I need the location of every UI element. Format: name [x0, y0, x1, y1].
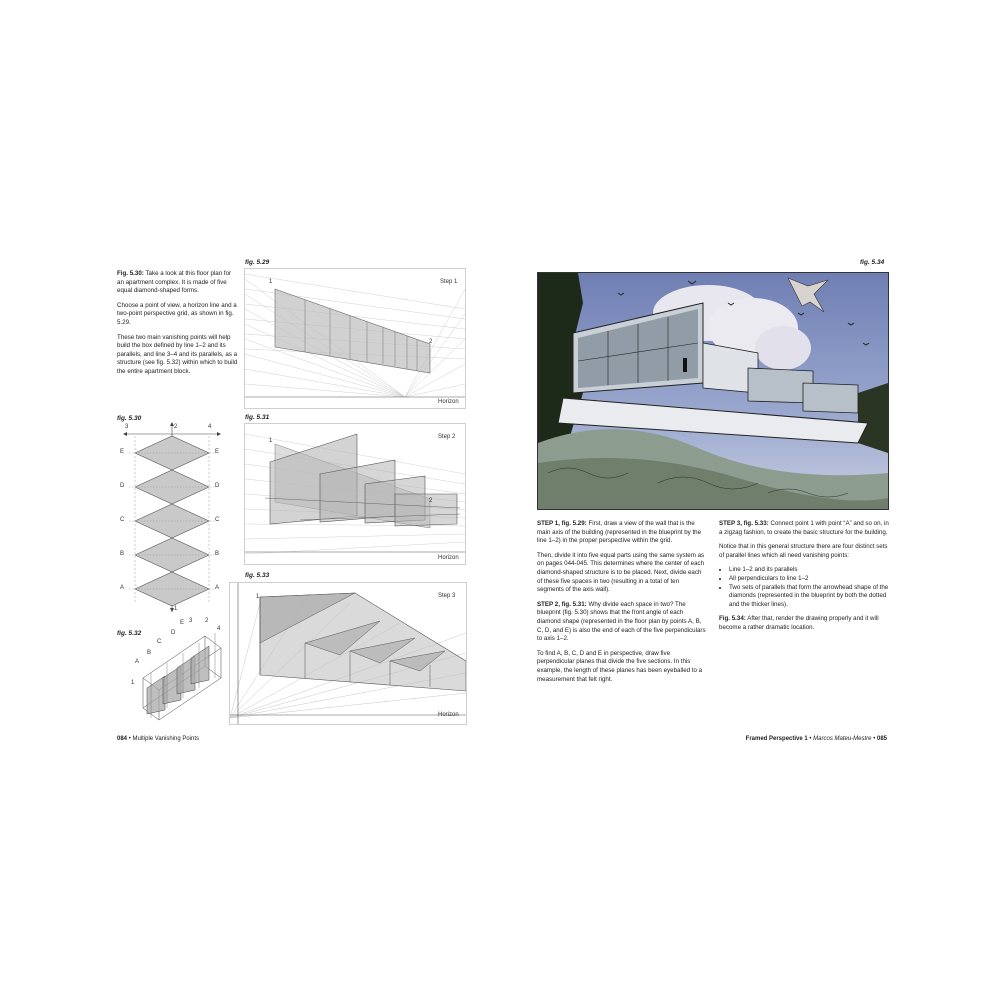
fig-5-32-number-1: 1 — [131, 680, 135, 686]
fig-5-33-panel — [229, 582, 467, 725]
intro-paragraph-3: These two main vanishing points will help build the box defined by line 1–2 and its parallels, and line 3–4 and its parallels, as a structure (see fig. 5.32) within which to build the entire apartment block. — [117, 333, 238, 375]
col1-paragraph-4: To find A, B, C, D and E in perspective, draw five perpendicular planes that divide the five sections. In this example, the length of these planes has been eyeballed to a measurement that felt right. — [537, 649, 703, 683]
fig-5-29-horizon: Horizon — [438, 399, 459, 405]
fig-5-30-row-e-left: E — [120, 449, 125, 455]
fig-5-30-row-c-right: C — [215, 517, 220, 523]
step-1-heading: STEP 1, fig. 5.29: — [537, 520, 587, 527]
fig-5-29-point-2: 2 — [429, 339, 433, 345]
fig-5-30-label: fig. 5.30 — [117, 415, 142, 422]
fig-5-32-letter-b: B — [147, 650, 152, 656]
fig-5-34-label: fig. 5.34 — [860, 259, 885, 266]
fig-5-30-number-1: 1 — [174, 606, 178, 612]
right-footer-author: Marcos Mateu-Mestre — [813, 736, 872, 742]
right-footer-bullet-2: • — [873, 736, 876, 742]
fig-5-33-point-1: 1 — [256, 594, 260, 600]
left-footer-title: Multiple Vanishing Points — [132, 736, 200, 742]
fig-5-31-drawing — [245, 424, 465, 564]
step-3-heading: STEP 3, fig. 5.33: — [719, 520, 769, 527]
list-item: • Two sets of parallels that form the arrowhead shape of the diamonds (represented in the blueprint by both the dotted and the thicker lines). — [729, 584, 889, 610]
fig-5-30-row-b-left: B — [120, 551, 125, 557]
fig-5-30-row-a-right: A — [215, 585, 220, 591]
fig-5-31-label: fig. 5.31 — [245, 414, 270, 421]
intro-paragraph-2: Choose a point of view, a horizon line and a two-point perspective grid, as shown in fig. 5.29. — [117, 301, 237, 326]
intro-text — [117, 270, 239, 383]
left-footer-bullet: • — [128, 736, 131, 742]
fig-5-31-horizon: Horizon — [438, 555, 459, 561]
fig-5-34-artwork — [538, 273, 888, 509]
col1-paragraph-2: Then, divide it into five equal parts using the same system as on pages 044-045. This determines where the center of each diamond-shaped structure is to be placed. Next, divide each of these five spaces in two (resulting in a total of ten segments of the axis wall). — [537, 551, 705, 594]
step-3-text: Connect point 1 with point “A” and so on, in a zigzag fashion, to create the basic structure for the building. — [719, 520, 889, 536]
fig-5-32-isometric — [125, 618, 227, 730]
vanishing-points-list — [719, 566, 889, 609]
right-footer-title: Framed Perspective 1 — [745, 736, 808, 742]
fig-5-30-drawing — [117, 422, 227, 617]
fig-5-30-row-d-right: D — [215, 483, 220, 489]
fig-5-29-point-1: 1 — [269, 279, 273, 285]
intro-paragraph-1: Take a look at this floor plan for an apartment complex. It is made of five equal diamond-shaped forms. — [117, 270, 232, 295]
fig-5-30-row-e-right: E — [215, 449, 220, 455]
fig-5-32-letter-a: A — [135, 659, 140, 665]
fig-5-30-number-3: 3 — [125, 424, 129, 430]
fig-5-32-number-4: 4 — [217, 626, 221, 632]
fig-5-31-step: Step 2 — [438, 434, 456, 440]
fig-5-34-illustration — [537, 272, 889, 510]
right-column-1 — [537, 520, 707, 690]
fig-5-30-floorplan — [117, 422, 227, 617]
left-page-footer — [117, 736, 199, 742]
fig-5-30-row-d-left: D — [120, 483, 125, 489]
step-2-text: Why divide each space in two? The blueprint (fig. 5.30) shows that the front angle of each diamond shape (represented in the floor plan by points A, B, C, D, and E) is also the end of each of the five perpendiculars to axis 1–2. — [537, 600, 706, 643]
step-1-text: First, draw a view of the wall that is the main axis of the building (represented in the blueprint by the line 1–2) in the proper perspective within the grid. — [537, 520, 702, 545]
fig-5-30-number-4: 4 — [208, 424, 212, 430]
fig-5-34-text: After that, render the drawing properly and it will become a rather dramatic location. — [719, 615, 879, 631]
right-page-footer — [746, 736, 887, 742]
fig-5-30-number-2: 2 — [174, 424, 178, 430]
fig-5-32-letter-e: E — [180, 620, 185, 626]
right-page-number: 085 — [876, 736, 887, 742]
fig-5-29-step: Step 1 — [440, 279, 458, 285]
fig-5-30-row-a-left: A — [120, 585, 125, 591]
fig-5-32-number-2: 2 — [205, 618, 209, 624]
step-2-heading: STEP 2, fig. 5.31: — [537, 600, 587, 608]
fig-5-33-horizon: Horizon — [438, 712, 459, 718]
fig-5-32-letter-c: C — [157, 639, 162, 645]
fig-5-34-heading: Fig. 5.34: — [719, 615, 746, 623]
fig-5-29-label: fig. 5.29 — [245, 259, 270, 266]
right-footer-bullet: • — [809, 736, 812, 742]
right-column-2 — [719, 520, 889, 639]
fig-5-32-letter-d: D — [171, 630, 176, 636]
fig-5-32-label: fig. 5.32 — [117, 630, 142, 637]
fig-5-33-step: Step 3 — [438, 593, 456, 599]
left-page-number: 084 — [117, 736, 128, 742]
fig-5-31-panel — [244, 423, 466, 565]
fig-5-32-drawing — [125, 618, 227, 730]
list-item: • Line 1–2 and its parallels — [729, 566, 889, 575]
fig-5-30-row-b-right: B — [215, 551, 220, 557]
fig-5-33-label: fig. 5.33 — [245, 572, 270, 579]
fig-5-31-point-1: 1 — [269, 438, 273, 444]
fig-5-30-row-c-left: C — [120, 517, 125, 523]
fig-5-29-panel — [244, 268, 466, 409]
fig-5-33-drawing — [230, 583, 466, 724]
intro-fig-ref: Fig. 5.30: — [117, 270, 144, 277]
col2-paragraph-2: Notice that in this general structure there are four distinct sets of parallel lines which all need vanishing points: — [719, 543, 888, 559]
list-item: • All perpendiculars to line 1–2 — [729, 575, 889, 584]
fig-5-32-number-3: 3 — [189, 618, 193, 624]
fig-5-31-point-2: 2 — [429, 498, 433, 504]
